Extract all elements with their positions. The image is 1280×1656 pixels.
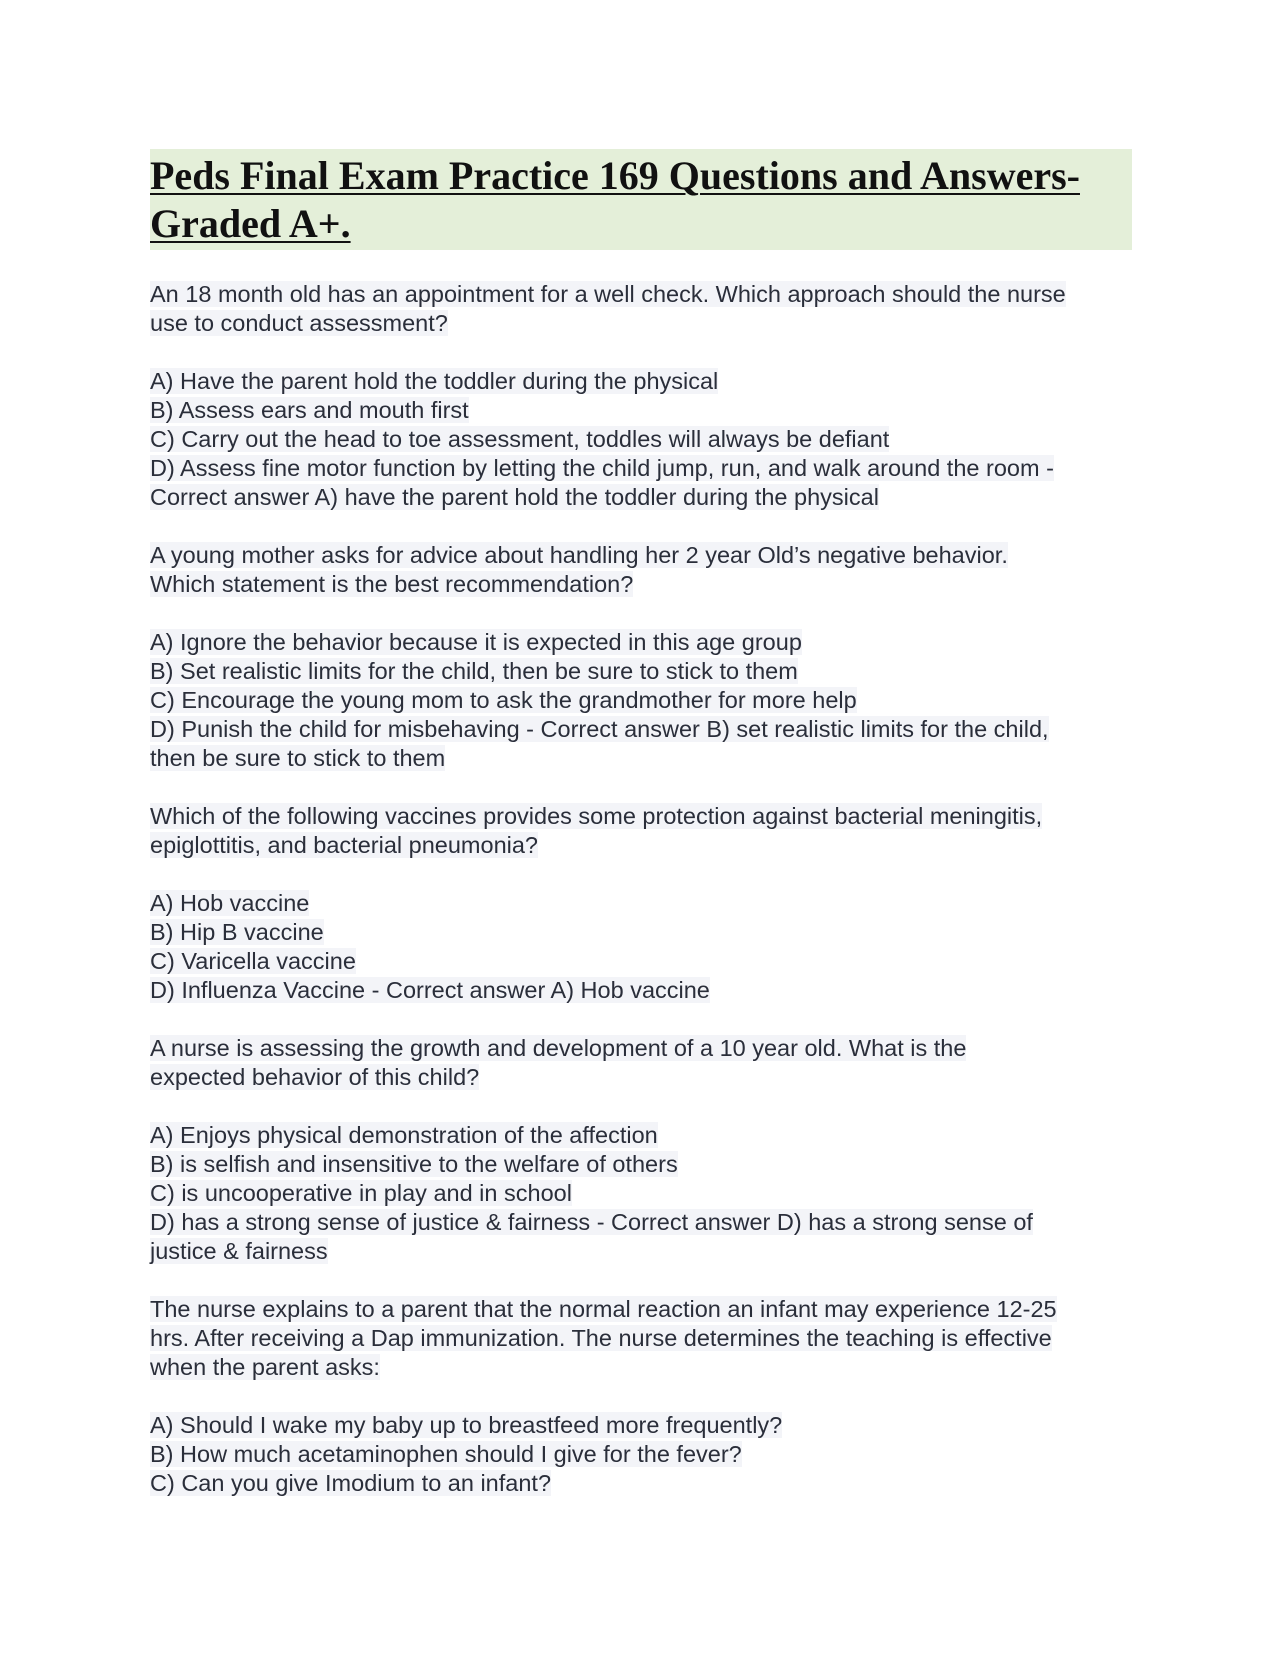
- question-text: The nurse explains to a parent that the normal reaction an infant may experience 12-25: [150, 1296, 1057, 1322]
- question-block: [150, 802, 1132, 1005]
- answer-options: [150, 367, 1132, 512]
- option-text: A) Hob vaccine: [150, 890, 310, 916]
- option-text: C) Carry out the head to toe assessment, toddles will always be defiant: [150, 426, 890, 452]
- question-text: hrs. After receiving a Dap immunization. The nurse determines the teaching is effective: [150, 1325, 1052, 1351]
- option-text: A) Should I wake my baby up to breastfeed more frequently?: [150, 1412, 783, 1438]
- question-block: [150, 1034, 1132, 1266]
- answer-options: [150, 1411, 1132, 1498]
- question-text: expected behavior of this child?: [150, 1064, 480, 1090]
- correct-answer-text: justice & fairness: [150, 1238, 328, 1264]
- option-text: C) is uncooperative in play and in school: [150, 1180, 572, 1206]
- option-text: A) Ignore the behavior because it is expected in this age group: [150, 629, 802, 655]
- option-text: B) Assess ears and mouth first: [150, 397, 469, 423]
- question-text: when the parent asks:: [150, 1354, 380, 1380]
- question-block: [150, 280, 1132, 512]
- question-stem: [150, 1034, 1132, 1092]
- option-text: D) Influenza Vaccine - Correct answer A) Hob vaccine: [150, 977, 710, 1003]
- answer-options: [150, 628, 1132, 773]
- option-text: C) Can you give Imodium to an infant?: [150, 1470, 552, 1496]
- option-text: C) Varicella vaccine: [150, 948, 356, 974]
- correct-answer-text: Correct answer A) have the parent hold the toddler during the physical: [150, 484, 879, 510]
- question-text: A young mother asks for advice about handling her 2 year Old’s negative behavior.: [150, 542, 1008, 568]
- question-text: A nurse is assessing the growth and development of a 10 year old. What is the: [150, 1035, 967, 1061]
- title-line: Peds Final Exam Practice 169 Questions and Answers-: [150, 153, 1080, 198]
- question-block: [150, 541, 1132, 773]
- option-text: B) How much acetaminophen should I give for the fever?: [150, 1441, 742, 1467]
- option-text: A) Enjoys physical demonstration of the affection: [150, 1122, 658, 1148]
- option-text: D) Punish the child for misbehaving - Correct answer B) set realistic limits for the child,: [150, 716, 1049, 742]
- question-stem: [150, 802, 1132, 860]
- question-text: Which statement is the best recommendation?: [150, 571, 634, 597]
- question-text: An 18 month old has an appointment for a well check. Which approach should the nurse: [150, 281, 1066, 307]
- option-text: A) Have the parent hold the toddler during the physical: [150, 368, 719, 394]
- option-text: D) has a strong sense of justice & fairness - Correct answer D) has a strong sense of: [150, 1209, 1033, 1235]
- question-block: [150, 1295, 1132, 1498]
- title-line: Graded A+.: [150, 201, 351, 246]
- option-text: B) Set realistic limits for the child, then be sure to stick to them: [150, 658, 798, 684]
- question-text: epiglottitis, and bacterial pneumonia?: [150, 832, 539, 858]
- answer-options: [150, 1121, 1132, 1266]
- option-text: C) Encourage the young mom to ask the grandmother for more help: [150, 687, 857, 713]
- question-stem: [150, 280, 1132, 338]
- document-title: [150, 152, 1132, 248]
- question-stem: [150, 541, 1132, 599]
- option-text: B) Hip B vaccine: [150, 919, 324, 945]
- correct-answer-text: then be sure to stick to them: [150, 745, 446, 771]
- title-highlight: [150, 149, 1132, 250]
- question-text: use to conduct assessment?: [150, 310, 448, 336]
- option-text: D) Assess fine motor function by letting the child jump, run, and walk around the room -: [150, 455, 1054, 481]
- question-stem: [150, 1295, 1132, 1382]
- question-text: Which of the following vaccines provides some protection against bacterial meningitis,: [150, 803, 1043, 829]
- option-text: B) is selfish and insensitive to the welfare of others: [150, 1151, 678, 1177]
- document-body: [150, 149, 1132, 1527]
- answer-options: [150, 889, 1132, 1005]
